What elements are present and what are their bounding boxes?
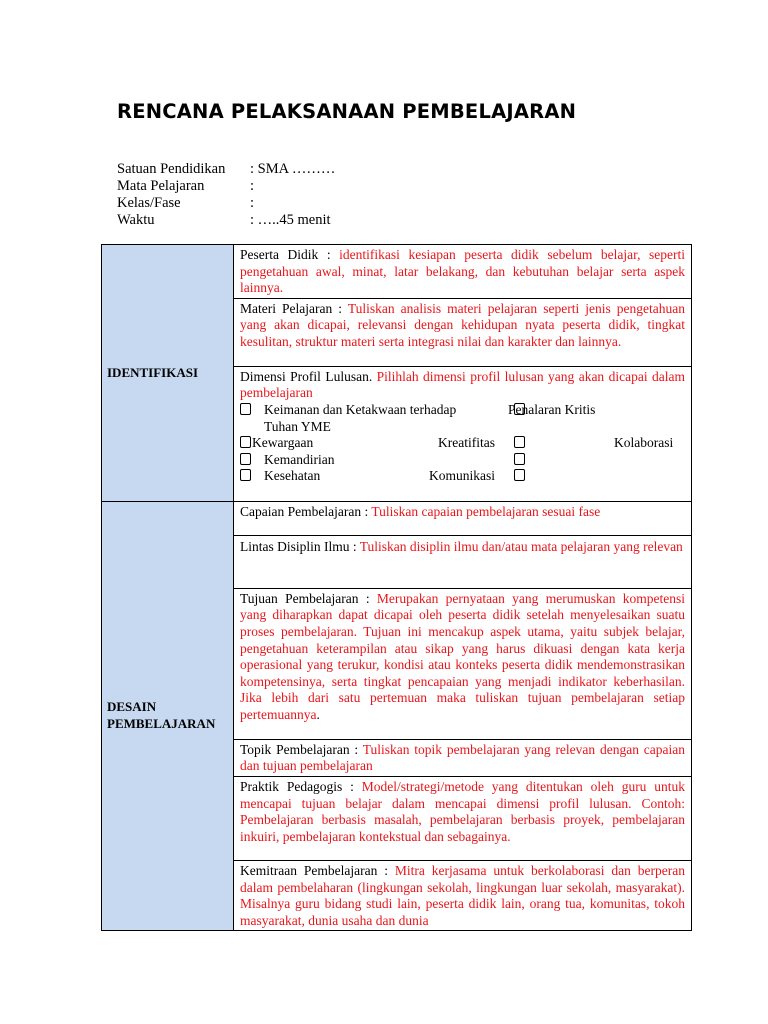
- field-guidance: Merupakan pernyataan yang merumuskan kompetensi yang diharapkan dapat dicapai oleh peserta didik setelah menyelesaikan suatu proses pembelajaran. Tujuan ini mencakup aspek utama, yaitu subjek belajar, pengetahuan keterampilan atau sikap yang harus dikuasi dengan kata kerja operasional yang terukur, kondisi atau konteks peserta didik mendemonstrasikan kompetensinya, serta tingkat pencapaian yang menjadi indikator keberhasilan. Jika lebih dari satu pertemuan maka tuliskan tujuan pembelajaran setiap pertemuannya: [240, 590, 686, 722]
- field-label: Topik Pembelajaran :: [240, 741, 363, 757]
- field-label: Peserta Didik :: [240, 247, 340, 262]
- cell-capaian-pembelajaran[interactable]: [234, 501, 692, 535]
- meta-label: Waktu: [117, 212, 155, 228]
- checkbox-icon: [514, 403, 525, 415]
- meta-value: : SMA ………: [250, 161, 336, 177]
- section-label: IDENTIFIKASI: [107, 364, 199, 380]
- option-komunikasi: Komunikasi: [429, 468, 495, 484]
- field-guidance: Tuliskan topik pembelajaran yang relevan dengan capaian dan tujuan pembelajaran: [240, 741, 685, 774]
- option-penalaran: Penalaran Kritis: [508, 401, 596, 417]
- cell-peserta-didik[interactable]: [234, 245, 692, 299]
- meta-kelas-fase: [117, 195, 335, 212]
- field-guidance: identifikasi kesiapan peserta didik sebelum belajar, seperti pengetahuan awal, minat, latar belakang, dan kebutuhan belajar serta aspek lainnya.: [240, 247, 685, 296]
- meta-label: Mata Pelajaran: [117, 178, 205, 194]
- profil-row-2: [240, 419, 685, 436]
- option-kemandirian: Kemandirian: [264, 451, 335, 467]
- field-guidance: Tuliskan capaian pembelajaran sesuai fase: [371, 503, 601, 519]
- field-guidance: Model/strategi/metode yang ditentukan oleh guru untuk mencapai tujuan belajar dalam mencapai dimensi profil lulusan. Contoh: Pembelajaran berbasis masalah, pembelajaran berbasis proyek, pembelajaran inkuiri, pembelajaran kontekstual dan sebagainya.: [240, 778, 686, 844]
- profil-row-4: [240, 452, 685, 469]
- row-capaian: [102, 501, 692, 535]
- cell-tujuan-pembelajaran[interactable]: [234, 588, 692, 739]
- meta-value: : …..45 menit: [250, 212, 331, 228]
- field-label: Kemitraan Pembelajaran :: [240, 862, 395, 878]
- cell-lintas-disiplin[interactable]: [234, 535, 692, 588]
- checkbox-kemandirian[interactable]: [240, 452, 251, 469]
- checkbox-penalaran[interactable]: [514, 402, 525, 419]
- section-identifikasi-heading: [102, 245, 234, 502]
- section-label: PEMBELAJARAN: [107, 716, 216, 732]
- cell-topik-pembelajaran[interactable]: [234, 739, 692, 776]
- meta-mata-pelajaran: [117, 178, 335, 195]
- field-guidance: Tuliskan analisis materi pelajaran seperti jenis pengetahuan yang akan dicapai, relevansi dengan kehidupan nyata peserta didik, tingkat kesulitan, struktur materi serta integrasi nilai dan karakter dan lainnya.: [240, 300, 685, 349]
- checkbox-komunikasi[interactable]: [514, 468, 525, 485]
- section-desain-heading: [102, 501, 234, 931]
- field-label: Dimensi Profil Lulusan.: [240, 368, 377, 384]
- field-label: Praktik Pedagogis :: [240, 778, 362, 794]
- checkbox-icon: [514, 453, 525, 465]
- profil-row-3: [240, 435, 685, 452]
- checkbox-kolaborasi[interactable]: [514, 452, 525, 469]
- option-keimanan: Keimanan dan Ketakwaan terhadap: [264, 401, 457, 417]
- checkbox-icon: [240, 436, 251, 448]
- field-guidance: Tuliskan disiplin ilmu dan/atau mata pelajaran yang relevan: [359, 538, 683, 554]
- field-guidance: Pilihlah dimensi profil lulusan yang akan dicapai dalam pembelajaran: [240, 368, 685, 401]
- cell-materi-pelajaran[interactable]: [234, 298, 692, 366]
- document-metadata: [117, 161, 335, 229]
- checkbox-kreatifitas[interactable]: [514, 435, 525, 452]
- field-label: Lintas Disiplin Ilmu :: [240, 538, 360, 554]
- field-guidance: Mitra kerjasama untuk berkolaborasi dan berperan dalam pembelaharan (lingkungan sekolah, lingkungan luar sekolah, masyarakat). Misalnya guru bidang studi lain, peserta didik lain, orang tua, komunitas, tokoh masyarakat, dunia usaha dan dunia: [240, 862, 685, 928]
- checkbox-icon: [240, 453, 251, 465]
- option-kolaborasi: Kolaborasi: [614, 435, 674, 451]
- row-peserta-didik: [102, 245, 692, 299]
- cell-kemitraan-pembelajaran[interactable]: [234, 860, 692, 930]
- meta-value: :: [250, 178, 255, 194]
- meta-value: :: [250, 195, 255, 211]
- checkbox-keimanan[interactable]: [240, 402, 251, 419]
- section-label: DESAIN: [107, 699, 157, 715]
- field-end: .: [316, 706, 320, 722]
- checkbox-kesehatan[interactable]: [240, 468, 251, 485]
- checkbox-icon: [240, 403, 251, 415]
- field-label: Tujuan Pembelajaran :: [240, 590, 377, 606]
- meta-satuan-pendidikan: [117, 161, 335, 178]
- option-kreatifitas: Kreatifitas: [438, 435, 495, 451]
- cell-dimensi-profil[interactable]: [234, 366, 692, 501]
- field-label: Materi Pelajaran :: [240, 300, 348, 316]
- profil-intro: [240, 369, 685, 402]
- page-title: RENCANA PELAKSANAAN PEMBELAJARAN: [117, 100, 577, 123]
- option-tuhan: Tuhan YME: [264, 418, 331, 434]
- option-kewargaan: Kewargaan: [252, 435, 314, 451]
- profil-row-1: [240, 402, 685, 419]
- checkbox-kewargaan[interactable]: [240, 435, 251, 452]
- field-label: Capaian Pembelajaran :: [240, 503, 372, 519]
- checkbox-icon: [240, 469, 251, 481]
- checkbox-icon: [514, 436, 525, 448]
- meta-label: Kelas/Fase: [117, 195, 181, 211]
- option-kesehatan: Kesehatan: [264, 468, 321, 484]
- profil-row-5: [240, 468, 685, 485]
- meta-waktu: [117, 212, 335, 229]
- checkbox-icon: [514, 469, 525, 481]
- cell-praktik-pedagogis[interactable]: [234, 776, 692, 860]
- meta-label: Satuan Pendidikan: [117, 161, 226, 177]
- rpp-table: [101, 244, 692, 931]
